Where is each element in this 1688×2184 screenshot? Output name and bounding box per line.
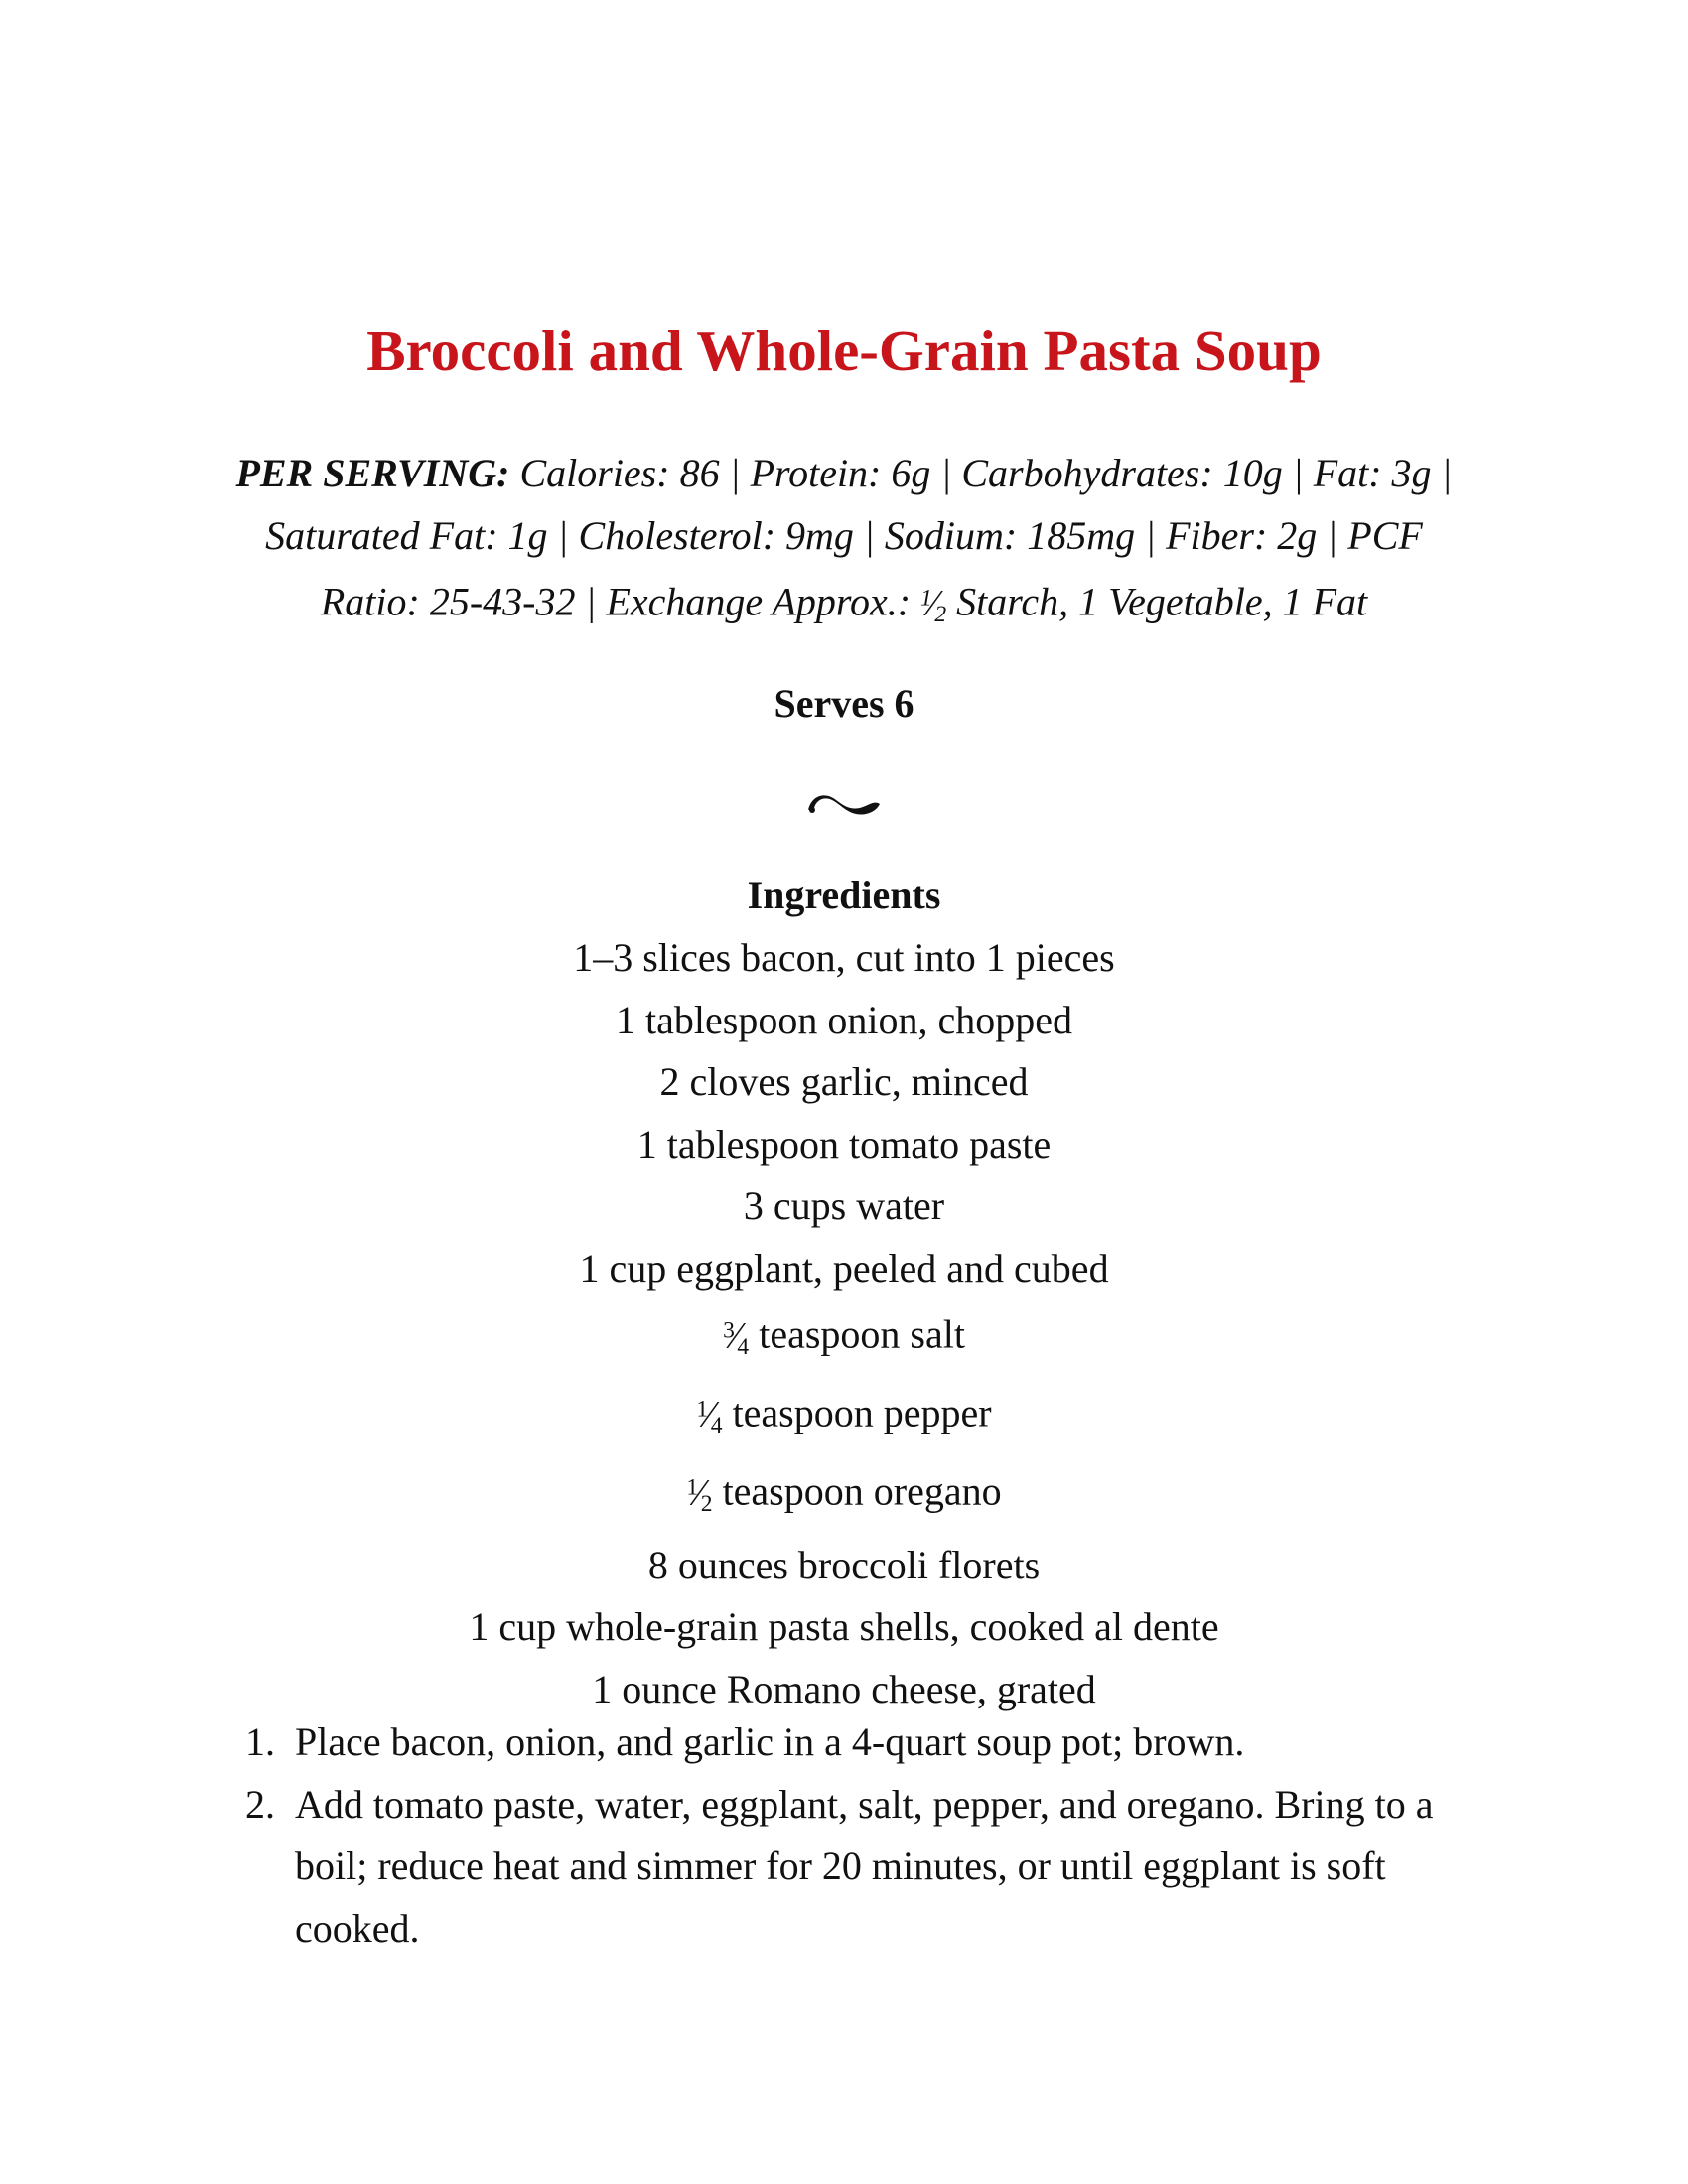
ingredient-item	[0, 1051, 1688, 1114]
ingredient-item	[0, 1299, 1688, 1378]
fraction-denominator: 4	[710, 1412, 723, 1438]
nutrition-info	[213, 443, 1475, 645]
ingredient-item	[0, 1238, 1688, 1300]
nutrition-label: PER SERVING:	[235, 451, 510, 495]
ingredient-text: 8 ounces broccoli florets	[647, 1542, 1041, 1587]
swash-ornament-icon	[804, 784, 884, 820]
instruction-step	[245, 1774, 1486, 1961]
ingredient-text: 1 tablespoon onion, chopped	[616, 997, 1072, 1042]
fraction-denominator: 2	[934, 601, 947, 627]
ingredient-fraction: $^1$⁄4	[696, 1393, 723, 1438]
ingredient-text: 2 cloves garlic, minced	[659, 1059, 1029, 1104]
fraction-numerator: 1	[920, 585, 932, 611]
ingredient-text: 1–3 slices bacon, cut into 1 pieces	[573, 935, 1115, 980]
ingredient-text: 1 cup eggplant, peeled and cubed	[579, 1245, 1109, 1291]
ingredient-text: teaspoon salt	[759, 1311, 965, 1357]
ingredient-text: teaspoon oregano	[722, 1468, 1002, 1514]
ingredient-item	[0, 1456, 1688, 1535]
ingredient-item	[0, 1175, 1688, 1238]
exchange-fraction: $^1$⁄2	[920, 582, 947, 627]
fraction-numerator: 1	[696, 1395, 709, 1422]
ingredients-heading: Ingredients	[747, 873, 941, 917]
step-number: 1.	[245, 1719, 275, 1764]
ingredients-list	[0, 927, 1688, 1720]
ingredient-item	[0, 1378, 1688, 1456]
ingredient-item	[0, 1596, 1688, 1659]
fraction-denominator: 2	[700, 1490, 713, 1517]
nutrition-values: Calories: 86 | Protein: 6g | Carbohydrates: 10g | Fat: 3g | Saturated Fat: 1g | Cholesterol: 9mg | Sodium: 185mg | Fiber: 2g | PCF Ratio: 25-43-32 | Exchange Approx.:	[265, 451, 1453, 624]
fraction-denominator: 4	[737, 1333, 750, 1360]
instructions-list	[245, 1711, 1486, 1960]
ingredient-text: 1 cup whole-grain pasta shells, cooked al dente	[469, 1604, 1219, 1650]
ingredient-text: teaspoon pepper	[732, 1390, 992, 1435]
ingredient-text: 3 cups water	[743, 1183, 945, 1228]
step-text: Add tomato paste, water, eggplant, salt, pepper, and oregano. Bring to a boil; reduce heat and simmer for 20 minutes, or until eggplant is soft cooked.	[295, 1781, 1434, 1951]
ingredient-fraction: $^3$⁄4	[723, 1314, 750, 1360]
ingredient-item	[0, 927, 1688, 990]
serves-count: Serves 6	[774, 681, 914, 726]
fraction-numerator: 1	[686, 1473, 699, 1500]
step-text: Place bacon, onion, and garlic in a 4-quart soup pot; brown.	[295, 1719, 1245, 1764]
ingredient-item	[0, 990, 1688, 1052]
ingredient-item	[0, 1535, 1688, 1597]
ingredient-item	[0, 1114, 1688, 1176]
fraction-numerator: 3	[723, 1317, 735, 1343]
ingredient-fraction: $^1$⁄2	[686, 1471, 713, 1517]
exchange-values: Starch, 1 Vegetable, 1 Fat	[956, 579, 1368, 624]
recipe-title: Broccoli and Whole-Grain Pasta Soup	[366, 318, 1322, 383]
step-number: 2.	[245, 1781, 275, 1827]
instruction-step	[245, 1711, 1486, 1774]
ingredient-text: 1 ounce Romano cheese, grated	[592, 1666, 1096, 1711]
ingredient-text: 1 tablespoon tomato paste	[636, 1121, 1052, 1166]
